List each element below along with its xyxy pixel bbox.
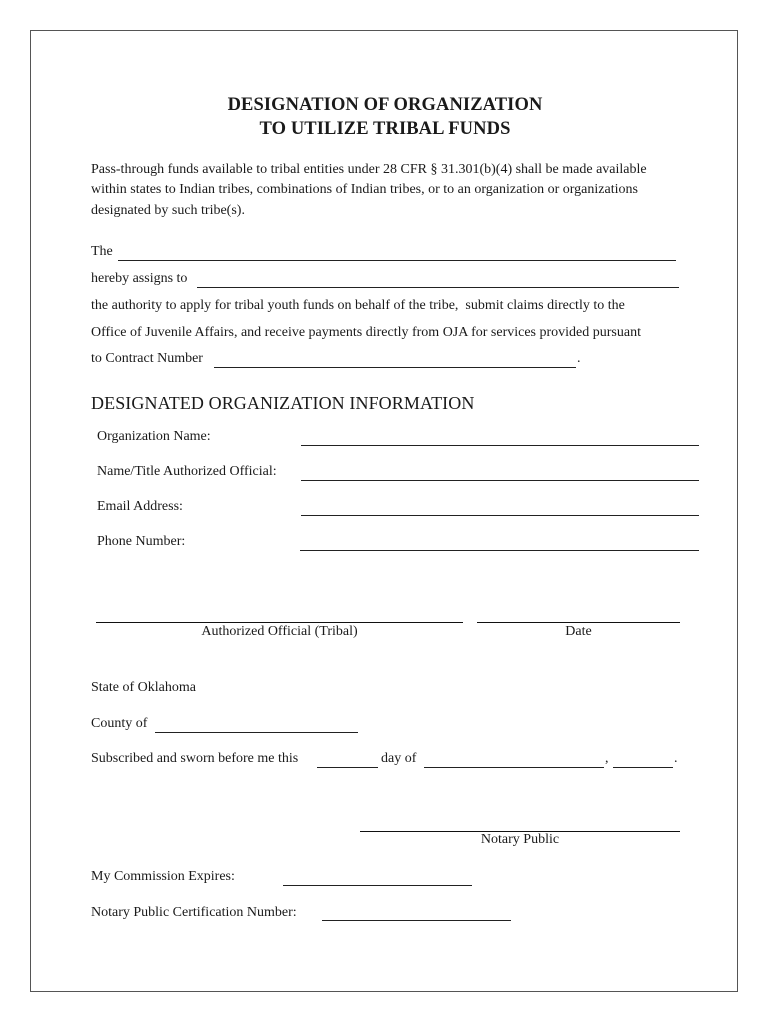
assign-hereby-label: hereby assigns to xyxy=(91,271,188,286)
organization-name-field[interactable] xyxy=(303,428,697,444)
commission-expires-line xyxy=(283,885,472,886)
certification-number-line xyxy=(322,920,511,921)
official-signature-caption: Authorized Official (Tribal) xyxy=(201,624,358,639)
sworn-year-field[interactable] xyxy=(615,750,671,766)
section-heading: DESIGNATED ORGANIZATION INFORMATION xyxy=(91,393,475,413)
sworn-year-line xyxy=(613,767,673,768)
notary-signature-field[interactable] xyxy=(362,813,678,829)
phone-number-field[interactable] xyxy=(302,533,697,549)
phone-number-line xyxy=(300,550,699,551)
certification-number-field[interactable] xyxy=(324,903,509,919)
email-address-label: Email Address: xyxy=(97,499,183,514)
official-signature-field[interactable] xyxy=(98,604,461,620)
county-field[interactable] xyxy=(157,715,356,731)
assignee-line xyxy=(197,287,679,288)
county-label: County of xyxy=(91,716,148,731)
tribe-name-field[interactable] xyxy=(120,243,674,259)
assign-the-label: The xyxy=(91,244,113,259)
sworn-day-field[interactable] xyxy=(319,750,376,766)
phone-number-label: Phone Number: xyxy=(97,534,186,549)
sworn-month-field[interactable] xyxy=(426,750,602,766)
sworn-period: . xyxy=(674,751,678,766)
contract-number-line xyxy=(214,367,576,368)
sworn-comma: , xyxy=(605,751,609,766)
signature-date-line xyxy=(477,622,680,623)
contract-period: . xyxy=(577,351,581,366)
email-address-line xyxy=(301,515,699,516)
sworn-month-line xyxy=(424,767,604,768)
organization-name-label: Organization Name: xyxy=(97,429,211,444)
sworn-label: Subscribed and sworn before me this xyxy=(91,751,299,766)
commission-expires-label: My Commission Expires: xyxy=(91,869,235,884)
contract-number-field[interactable] xyxy=(216,350,574,366)
authorized-official-line xyxy=(301,480,699,481)
document-title-line2: TO UTILIZE TRIBAL FUNDS xyxy=(259,119,511,139)
tribe-name-line xyxy=(118,260,676,261)
organization-name-line xyxy=(301,445,699,446)
state-label: State of Oklahoma xyxy=(91,680,196,695)
intro-line: designated by such tribe(s). xyxy=(91,203,245,218)
signature-date-field[interactable] xyxy=(479,604,678,620)
authorized-official-field[interactable] xyxy=(303,463,697,479)
email-address-field[interactable] xyxy=(303,498,697,514)
notary-signature-caption: Notary Public xyxy=(480,832,560,847)
document-title-line1: DESIGNATION OF ORGANIZATION xyxy=(227,95,543,115)
commission-expires-field[interactable] xyxy=(285,868,470,884)
intro-line: Pass-through funds available to tribal entities under 28 CFR § 31.301(b)(4) shall be made available xyxy=(91,162,647,177)
intro-line: within states to Indian tribes, combinations of Indian tribes, or to an organization or organizations xyxy=(91,182,638,197)
sworn-day-line xyxy=(317,767,378,768)
signature-date-caption: Date xyxy=(565,624,592,639)
assignee-field[interactable] xyxy=(199,270,677,286)
official-signature-line xyxy=(96,622,463,623)
contract-number-label: to Contract Number xyxy=(91,351,203,366)
certification-number-label: Notary Public Certification Number: xyxy=(91,905,297,920)
authority-line: the authority to apply for tribal youth funds on behalf of the tribe, submit claims directly to the xyxy=(91,298,625,313)
county-line xyxy=(155,732,358,733)
authority-line: Office of Juvenile Affairs, and receive payments directly from OJA for services provided pursuant xyxy=(91,325,641,340)
day-of-label: day of xyxy=(381,751,417,766)
authorized-official-label: Name/Title Authorized Official: xyxy=(97,464,277,479)
